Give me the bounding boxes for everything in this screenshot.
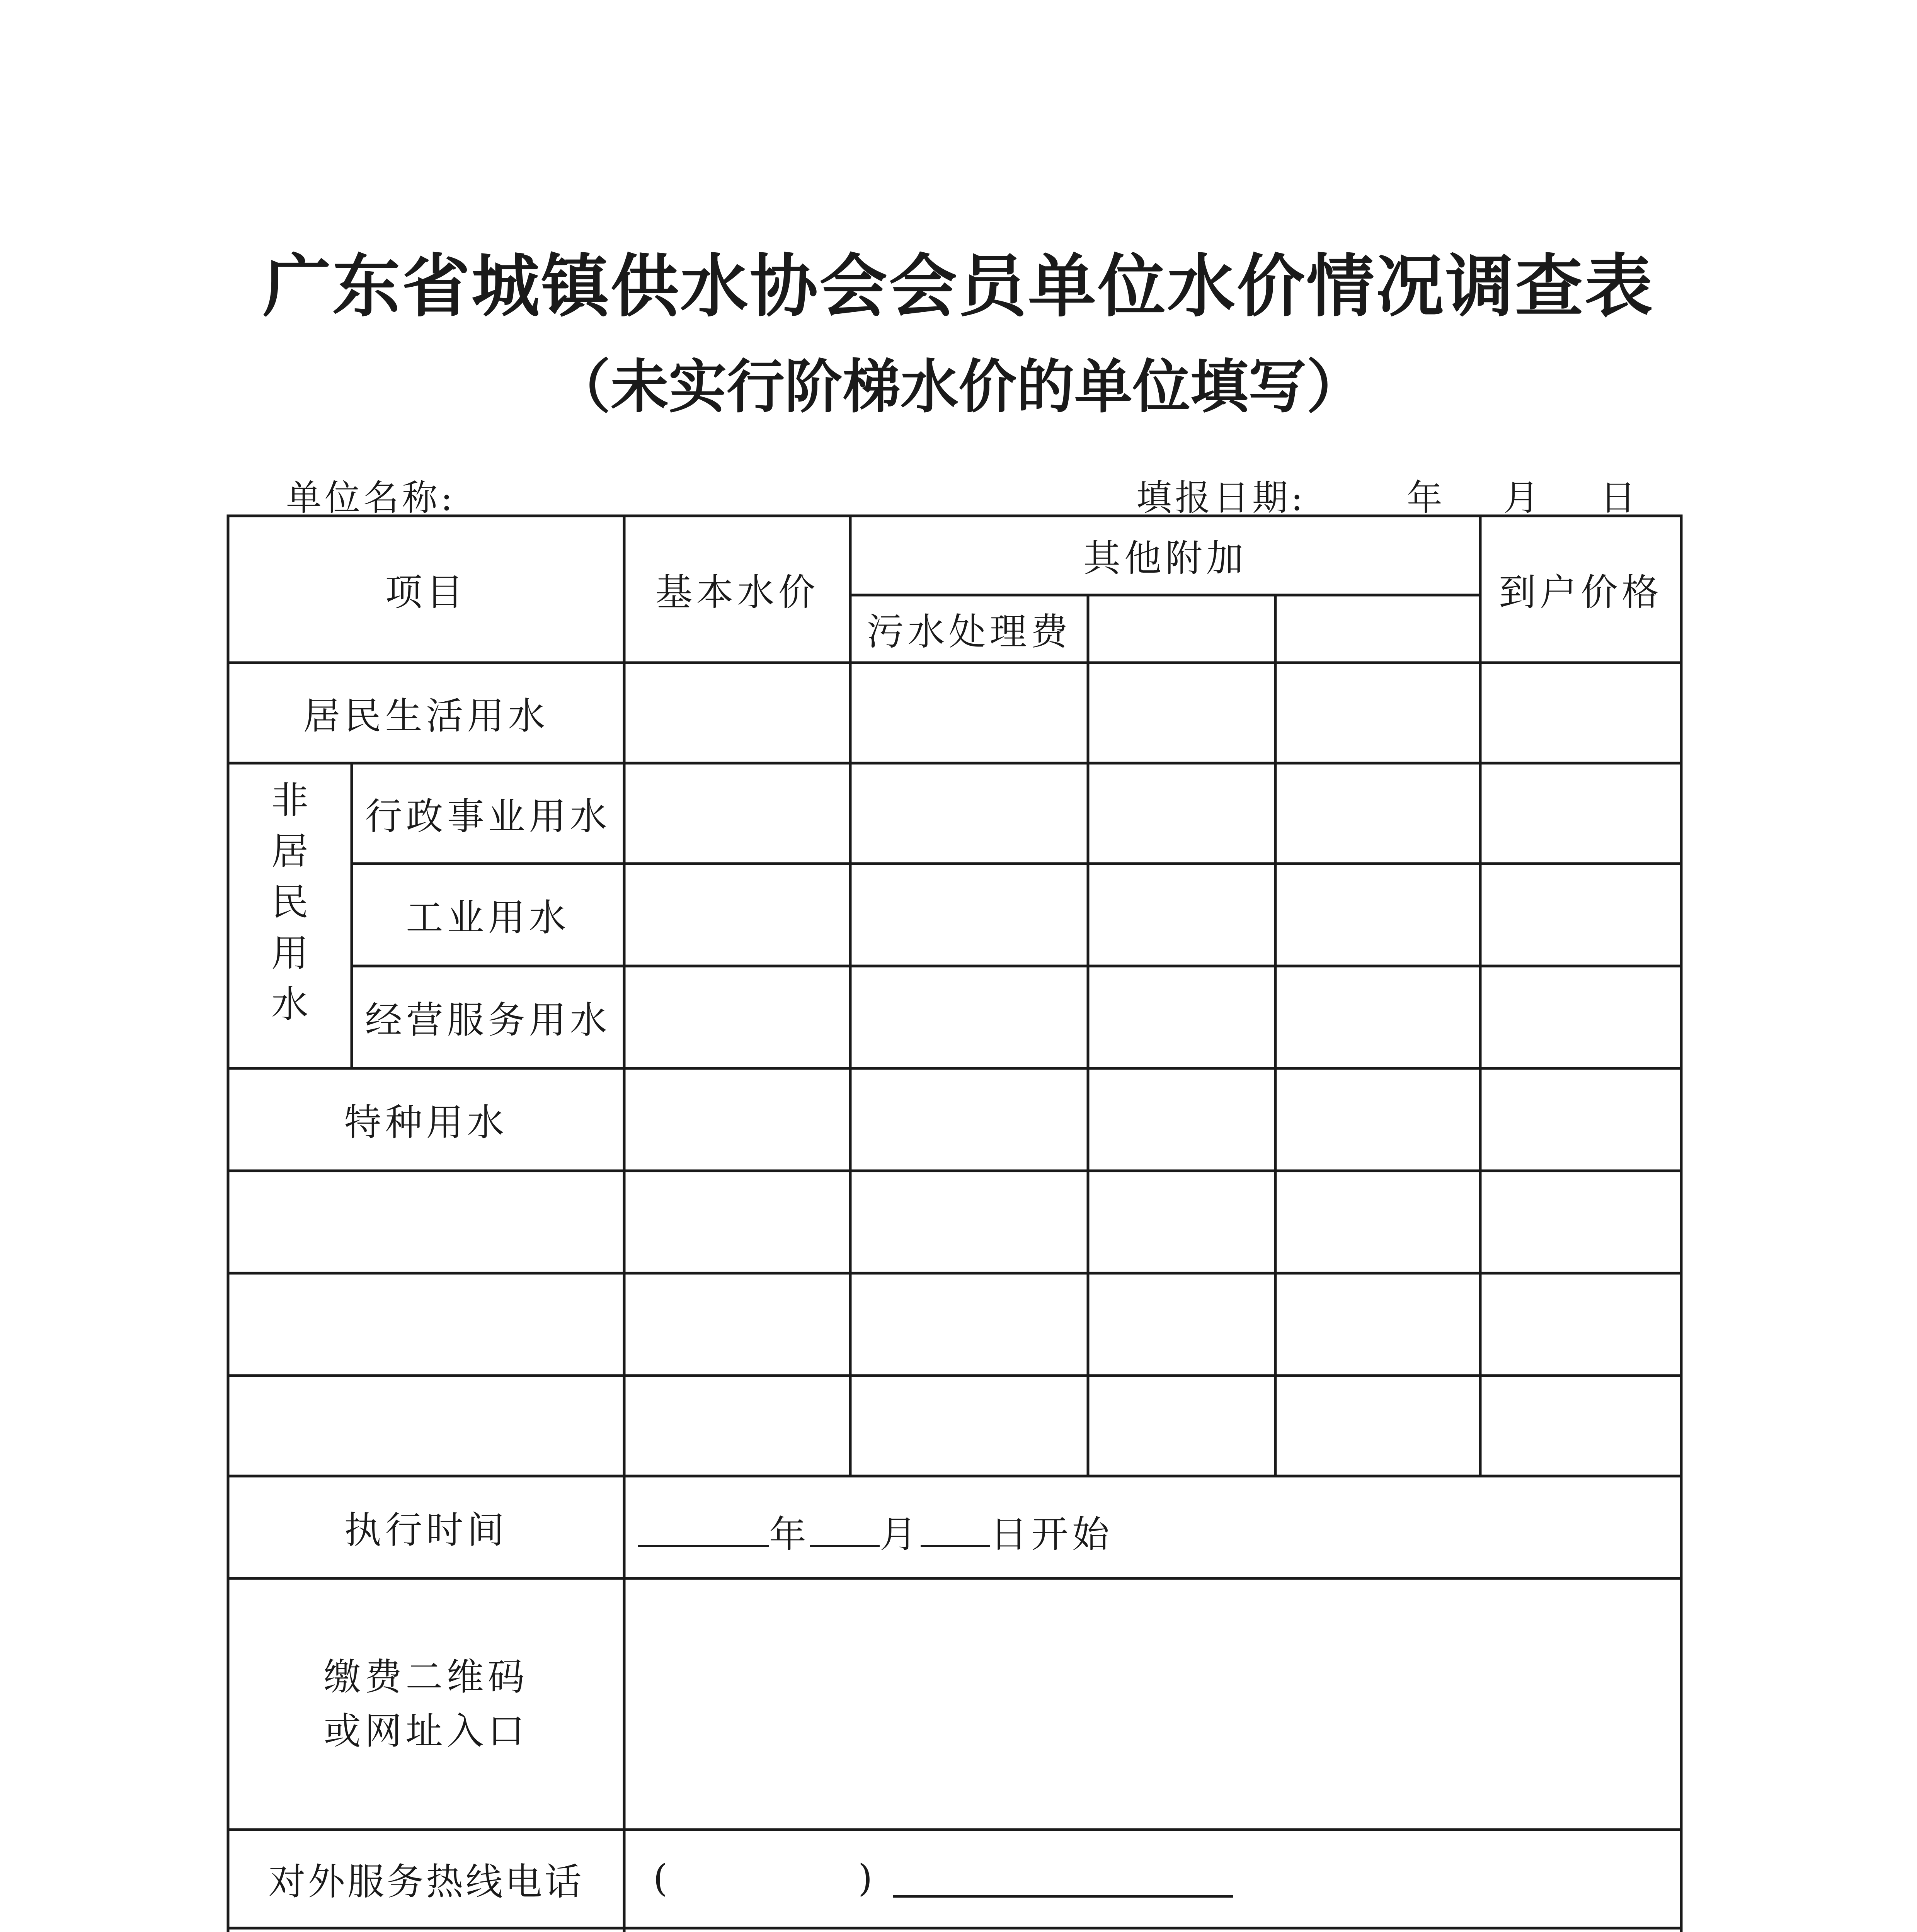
hotline-area-code-open: ( [653,1857,671,1900]
column-header-basic-price: 基本水价 [655,570,819,614]
row-label-residential: 居民生活用水 [303,694,549,738]
hotline-area-code-close: ) [858,1857,876,1900]
execution-month-text: 月 [880,1513,921,1556]
document-title: 广东省城镇供水协会会员单位水价情况调查表 [262,246,1654,326]
row-label-special: 特种用水 [344,1101,508,1144]
row-group-non-residential [228,775,352,1030]
execution-day-blank[interactable] [921,1508,990,1547]
hotline-number-blank[interactable] [893,1895,1233,1898]
execution-year-text: 年 [769,1513,810,1556]
non-residential-char: 用 [271,932,308,975]
unit-name-label: 单位名称: [286,477,456,519]
row-label-execution-time: 执行时间 [344,1509,508,1552]
row-label-hotline: 对外服务热线电话 [268,1860,584,1903]
payment-qr-line1: 缴费二维码 [323,1655,529,1699]
fill-date-day: 日 [1600,477,1639,519]
execution-day-start-text: 日开始 [990,1513,1113,1556]
column-header-final-price: 到户价格 [1499,570,1663,614]
non-residential-char: 水 [271,983,308,1026]
fill-date-month: 月 [1503,477,1542,519]
document-subtitle: （未实行阶梯水价的单位填写） [552,353,1364,421]
column-header-other-surcharge: 其他附加 [1083,537,1247,580]
execution-time-field [638,1505,1113,1558]
column-header-sewage-fee: 污水处理费 [867,610,1072,653]
row-label-payment-qr [228,1578,624,1830]
fill-date-label: 填报日期: [1136,477,1306,519]
non-residential-char: 非 [271,779,308,822]
row-label-commercial: 经营服务用水 [365,998,611,1042]
non-residential-char: 居 [271,830,308,873]
row-label-industrial: 工业用水 [406,896,570,939]
execution-month-blank[interactable] [810,1508,880,1547]
payment-qr-line2: 或网址入口 [323,1709,529,1753]
execution-year-blank[interactable] [638,1508,769,1547]
column-header-item: 项目 [385,570,467,614]
row-label-administrative: 行政事业用水 [365,794,611,838]
non-residential-char: 民 [271,881,308,924]
fill-date-year: 年 [1407,477,1446,519]
